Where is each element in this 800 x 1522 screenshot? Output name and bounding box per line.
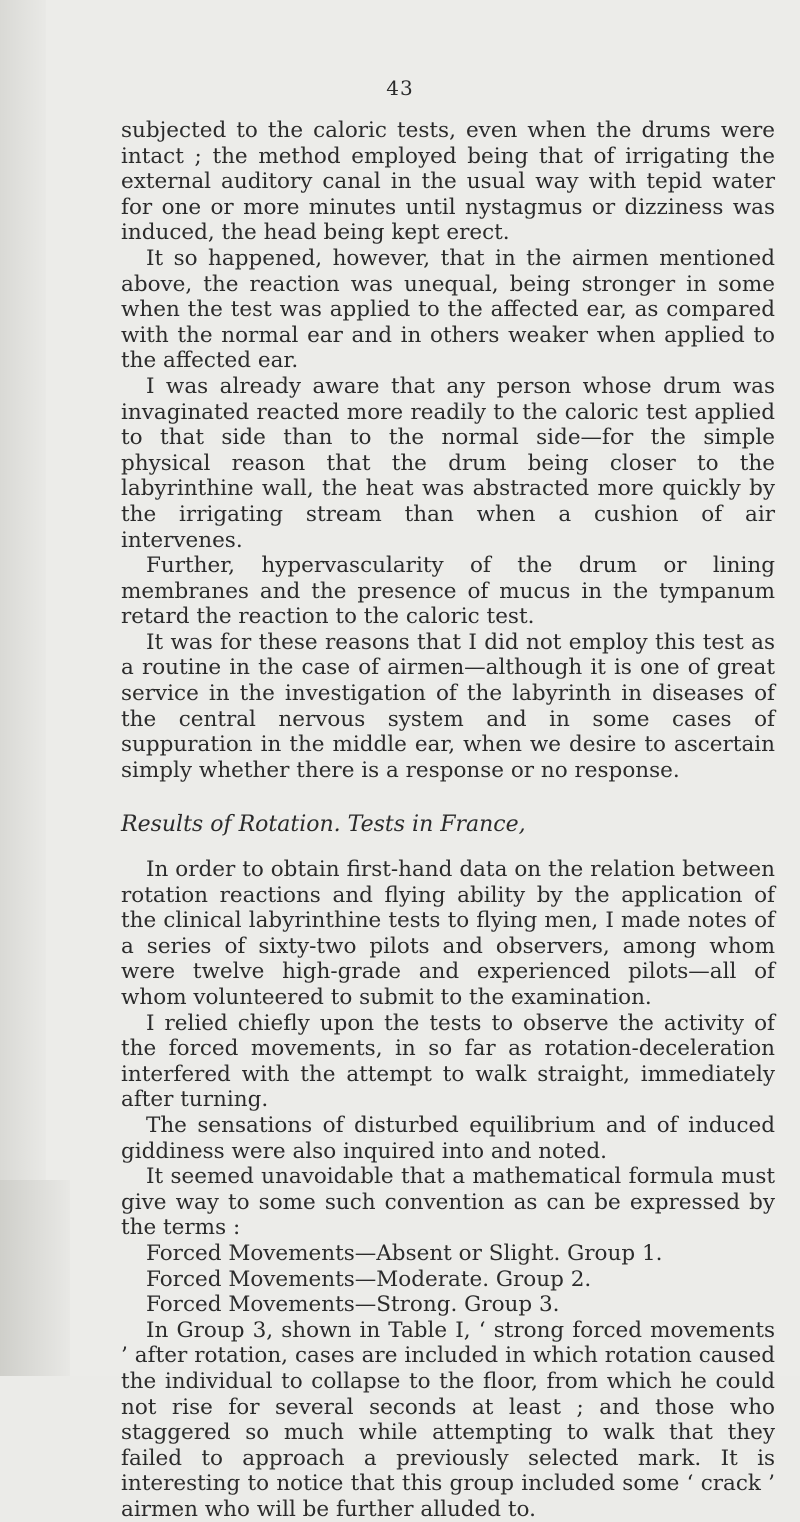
section-heading: Results of Rotation. Tests in France,: [121, 812, 526, 838]
page-corner-shadow: [0, 1180, 70, 1376]
paragraph-forced-movements: I relied chiefly upon the tests to observe the activity of the forced movements, in so far as rotation-deceleration interfered with the attempt to walk straight, immediately after turning.: [121, 1010, 775, 1113]
paragraph-invaginated-drum: I was already aware that any person whose drum was invaginated reacted more readily to the caloric test applied to that side than to the normal side—for the simple physical reason that the drum being closer to the labyrinthine wall, the heat was abstracted more quickly by the irrigating stream than when a cushion of air intervenes.: [121, 373, 775, 553]
paragraph-reaction-unequal: It so happened, however, that in the airmen mentioned above, the reaction was unequal, being stronger in some when the test was applied to the affected ear, as compared with the normal ear and in others weaker when applied to the affected ear.: [121, 245, 775, 374]
list-item-group-1: Forced Movements—Absent or Slight. Group 1.: [146, 1240, 663, 1266]
list-item-group-2: Forced Movements—Moderate. Group 2.: [146, 1266, 592, 1292]
paragraph-group-3: In Group 3, shown in Table I, ‘ strong forced movements ’ after rotation, cases are included in which rotation caused the individual to collapse to the floor, from which he could not rise for several seconds at least ; and those who staggered so much while attempting to walk that they failed to approach a previously selected mark. It is interesting to notice that this group included some ‘ crack ’ airmen who will be further alluded to.: [121, 1317, 775, 1522]
page-number: 43: [386, 76, 414, 100]
page-binding-edge: [0, 0, 46, 1376]
paragraph-routine-test: It was for these reasons that I did not employ this test as a routine in the case of airmen—although it is one of great service in the investigation of the labyrinth in diseases of the central nervous system and in some cases of suppuration in the middle ear, when we desire to ascertain simply whether there is a response or no response.: [121, 629, 775, 783]
paragraph-hypervascularity: Further, hypervascularity of the drum or lining membranes and the presence of mucus in the tympanum retard the reaction to the caloric test.: [121, 553, 775, 630]
paragraph-first-hand-data: In order to obtain first-hand data on the relation between rotation reactions and flying ability by the application of the clinical labyrinthine tests to flying men, I made notes of a series of sixty-two pilots and observers, among whom were twelve high-grade and experienced pilots—all of whom volunteered to submit to the examination.: [121, 857, 775, 1010]
paragraph-disturbed-equilibrium: The sensations of disturbed equilibrium and of induced giddiness were also inquired into and noted.: [121, 1112, 775, 1164]
body-text: [121, 118, 775, 1522]
list-item-group-3: Forced Movements—Strong. Group 3.: [146, 1292, 560, 1318]
paragraph-continuation: subjected to the caloric tests, even when the drums were intact ; the method employed being that of irrigating the external auditory canal in the usual way with tepid water for one or more minutes until nystagmus or dizziness was induced, the head being kept erect.: [121, 118, 775, 246]
paragraph-mathematical-formula: It seemed unavoidable that a mathematical formula must give way to some such convention as can be expressed by the terms :: [121, 1164, 775, 1241]
